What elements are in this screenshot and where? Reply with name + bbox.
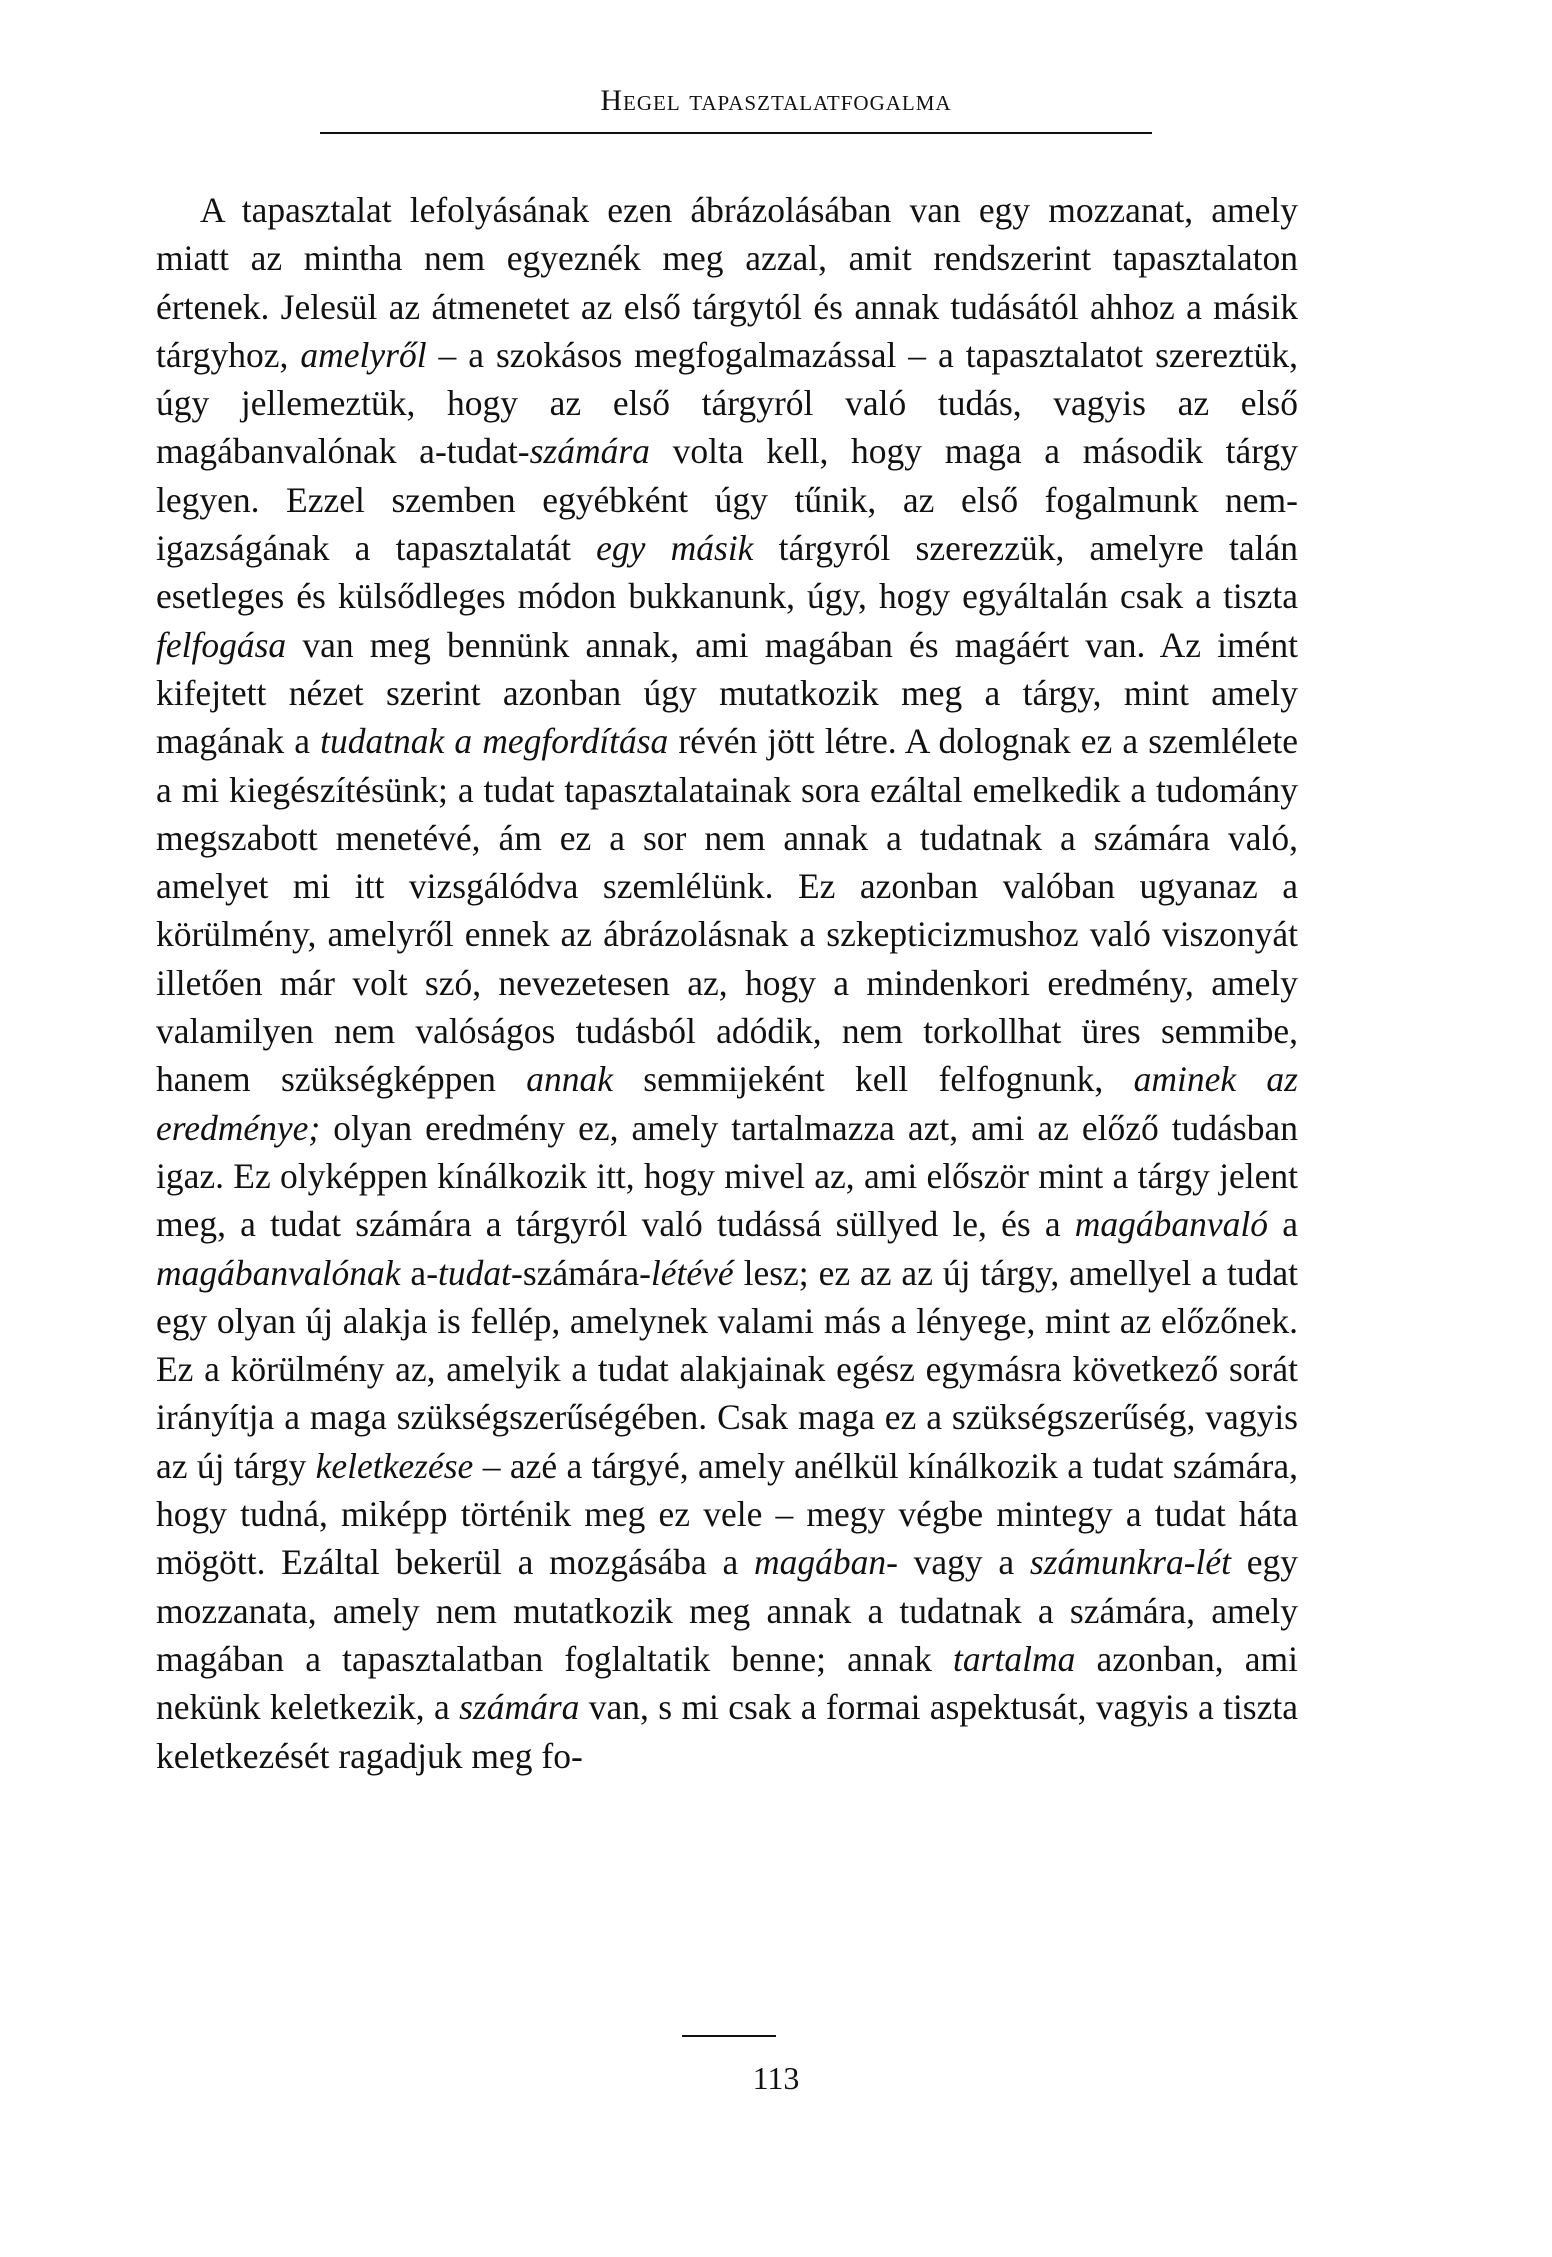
text-run: a- <box>400 1252 439 1293</box>
italic-run: egy másik <box>596 528 754 569</box>
italic-run: aminek az eredménye; <box>156 1059 1298 1148</box>
text-run: A tapasztalat lefolyásának ezen ábrázolásában van egy mozzanat, amely miatt az mintha nem egyeznék meg azzal, amit rendszerint tapasztalaton értenek. Jelesül az átmenetet az első tárgytól és annak tudásától ahhoz a másik tárgyhoz, <box>156 190 1298 375</box>
text-run: volta kell, hogy maga a második tárgy legyen. Ezzel szemben egyébként úgy tűnik, az első fogalmunk nem-igazságának a tapasztalatát <box>156 431 1298 569</box>
text-run: olyan eredmény ez, amely tartalmazza azt, ami az előző tudásban igaz. Ez olyképpen kínálkozik itt, hogy mivel az, ami először mint a tárgy jelent meg, a tudat számára a tárgyról való tudássá süllyed le, és a <box>156 1107 1298 1245</box>
header-rule <box>320 132 1152 134</box>
text-run: van, s mi csak a formai aspektusát, vagyis a tiszta keletkezését ragadjuk meg fo- <box>156 1687 1298 1776</box>
running-head: Hegel tapasztalatfogalma <box>600 84 952 117</box>
text-run: azonban, ami nekünk keletkezik, a <box>156 1638 1298 1728</box>
text-run: semmijeként kell felfognunk, <box>612 1059 1134 1100</box>
text-run: révén jött létre. A dolognak ez a szemlélete a mi kiegészítésünk; a tudat tapasztalatainak sora ezáltal emelkedik a tudomány megszabott menetévé, ám ez a sor nem annak a tudatnak a számára való, amelyet mi itt vizsgálódva szemlélünk. Ez azonban valóban ugyanaz a körülmény, amelyről ennek az ábrázolásnak a szkepticizmushoz való viszonyát illetően már volt szó, nevezetesen az, hogy a mindenkori eredmény, amely valamilyen nem valóságos tudásból adódik, nem torkollhat üres semmibe, hanem szükségképpen <box>156 721 1298 1100</box>
text-run: van meg bennünk annak, ami magában és magáért van. Az imént kifejtett nézet szerint azonban úgy mutatkozik meg a tárgy, mint amely magának a <box>156 624 1298 762</box>
text-run: a <box>1268 1204 1298 1245</box>
italic-run: magábanvaló <box>1074 1204 1269 1245</box>
body-paragraph <box>156 186 1298 1780</box>
italic-run: számára <box>529 431 650 472</box>
page-number: 113 <box>752 2060 800 2096</box>
italic-run: magában- <box>753 1542 898 1583</box>
text-run: vagy a <box>897 1542 1030 1583</box>
italic-run: tartalma <box>953 1638 1076 1679</box>
italic-run: keletkezése <box>315 1445 474 1486</box>
italic-run: számára <box>459 1687 580 1728</box>
italic-run: amelyről <box>300 334 427 375</box>
footer-rule <box>682 2035 776 2037</box>
italic-run: magábanvalónak <box>156 1252 401 1293</box>
italic-run: tudatnak a megfordítása <box>320 721 669 762</box>
text-run: lesz; ez az az új tárgy, amellyel a tudat egy olyan új alakja is fellép, amelynek valami más a lényege, mint az előzőnek. Ez a körülmény az, amelyik a tudat alakjainak egész egymásra következő sorát irányítja a maga szükségszerűségében. Csak maga ez a szükségszerűség, vagyis az új tárgy <box>156 1252 1298 1486</box>
italic-run: létévé <box>650 1252 734 1293</box>
italic-run: annak <box>526 1059 613 1100</box>
italic-run: felfogása <box>156 624 287 665</box>
italic-run: számunkra-lét <box>1029 1542 1232 1583</box>
text-run: – a szokásos megfogalmazással – a tapasztalatot szereztük, úgy jellemeztük, hogy az első tárgyról való tudás, vagyis az első magábanvalónak a-tudat- <box>156 334 1298 472</box>
text-run: tárgyról szerezzük, amelyre talán esetleges és külsődleges módon bukkanunk, úgy, hogy egyáltalán csak a tiszta <box>156 528 1298 617</box>
text-run: egy mozzanata, amely nem mutatkozik meg annak a tudatnak a számára, amely magában a tapasztalatban foglaltatik benne; annak <box>156 1542 1298 1679</box>
italic-run: tudat <box>438 1252 511 1293</box>
text-run: -számára- <box>511 1252 651 1293</box>
text-run: – azé a tárgyé, amely anélkül kínálkozik a tudat számára, hogy tudná, miképp történik meg ez vele – megy végbe mintegy a tudat háta mögött. Ezáltal bekerül a mozgásába a <box>156 1445 1298 1583</box>
